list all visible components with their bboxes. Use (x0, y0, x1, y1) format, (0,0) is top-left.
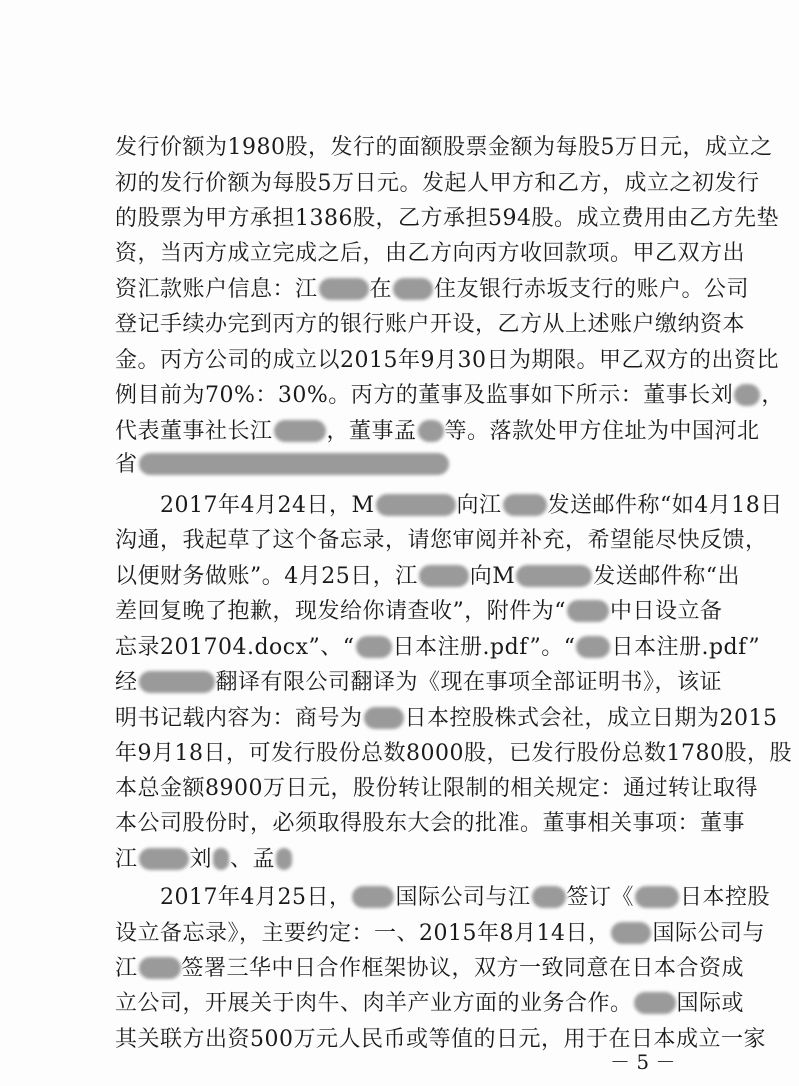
text-line: 沟通，我起草了这个备忘录，请您审阅并补充，希望能尽快反馈， (115, 528, 768, 553)
redaction-mark (356, 636, 392, 658)
text-line: 江 签署三华中日合作框架协议，双方一致同意在日本合资成 (115, 956, 745, 981)
text-line: 代表董事社长江 ，董事孟 等。落款处甲方住址为中国河北 (115, 419, 760, 444)
text-line: 初的发行价额为每股5万日元。发起人甲方和乙方，成立之初发行 (115, 171, 760, 196)
redaction-mark (274, 420, 326, 442)
redaction-mark (352, 886, 394, 908)
text-line: 明书记载内容为：商号为 日本控股株式会社，成立日期为2015 (115, 706, 778, 731)
redaction-mark (503, 494, 547, 516)
redaction-mark (139, 671, 215, 693)
text-line: 年9月18日，可发行股份总数8000股，已发行股份总数1780股，股 (115, 741, 792, 766)
redaction-mark (276, 848, 292, 870)
text-line: 以便财务做账”。4月25日，江 向M 发送邮件称“出 (115, 564, 741, 589)
text-line: 差回复晚了抱歉，现发给你请查收”，附件为“ 中日设立备 (115, 599, 723, 624)
redaction-mark (364, 707, 404, 729)
redaction-mark (576, 636, 610, 658)
redaction-mark (419, 565, 469, 587)
redaction-mark (635, 886, 679, 908)
text-line: 江 刘 、孟 (115, 844, 715, 876)
text-line: 登记手续办完到丙方的银行账户开设，乙方从上述账户缴纳资本 (115, 312, 746, 337)
redaction-mark (611, 922, 651, 944)
redaction-mark (139, 848, 189, 870)
redaction-mark (139, 957, 181, 979)
redaction-mark (376, 494, 456, 516)
page-number: － 5 － (610, 1050, 676, 1074)
text-line: 资汇款账户信息：江 在 住友银行赤坂支行的账户。公司 (115, 277, 750, 302)
text-line: 经 翻译有限公司翻译为《现在事项全部证明书》，该证 (115, 670, 723, 695)
text-line: 的股票为甲方承担1386股，乙方承担594股。成立费用由乙方先垫 (115, 206, 779, 231)
text-line: 金。丙方公司的成立以2015年9月30日为期限。甲乙双方的出资比 (115, 348, 779, 373)
text-line: 资，当丙方成立完成之后，由乙方向丙方收回款项。甲乙双方出 (115, 241, 746, 266)
redaction-mark (319, 278, 369, 300)
redaction-mark (516, 565, 592, 587)
paragraph-start: 2017年4月24日，M 向江 发送邮件称“如4月18日 (160, 493, 783, 518)
text-line: 发行价额为1980股，发行的面额股票金额为每股5万日元，成立之 (115, 135, 773, 160)
redaction-mark (634, 992, 676, 1014)
redaction-mark (213, 848, 229, 870)
paragraph-start: 2017年4月25日， 国际公司与江 签订《 日本控股 (160, 885, 771, 910)
redaction-mark (418, 420, 444, 442)
text-line: 立公司，开展关于肉牛、肉羊产业方面的业务合作。 国际或 (115, 991, 745, 1016)
redaction-mark (393, 278, 433, 300)
redaction-mark (567, 600, 609, 622)
text-line: 设立备忘录》，主要约定：一、2015年8月14日， 国际公司与 (115, 921, 765, 946)
redaction-mark (532, 886, 566, 908)
redaction-mark (734, 384, 760, 406)
redaction-mark (139, 453, 449, 475)
text-line: 本公司股份时，必须取得股东大会的批准。董事相关事项：董事 (115, 811, 746, 836)
text-line: 本总金额8900万日元，股份转让限制的相关规定：通过转让取得 (115, 776, 758, 801)
text-line: 忘录201704.docx”、“ 日本注册.pdf”。“ 日本注册.pdf” (115, 635, 761, 660)
text-line: 例目前为70%：30%。丙方的董事及监事如下所示：董事长刘 ， (115, 383, 784, 408)
text-line: 其关联方出资500万元人民币或等值的日元，用于在日本成立一家 (115, 1027, 766, 1052)
text-line: 省 (115, 449, 715, 481)
